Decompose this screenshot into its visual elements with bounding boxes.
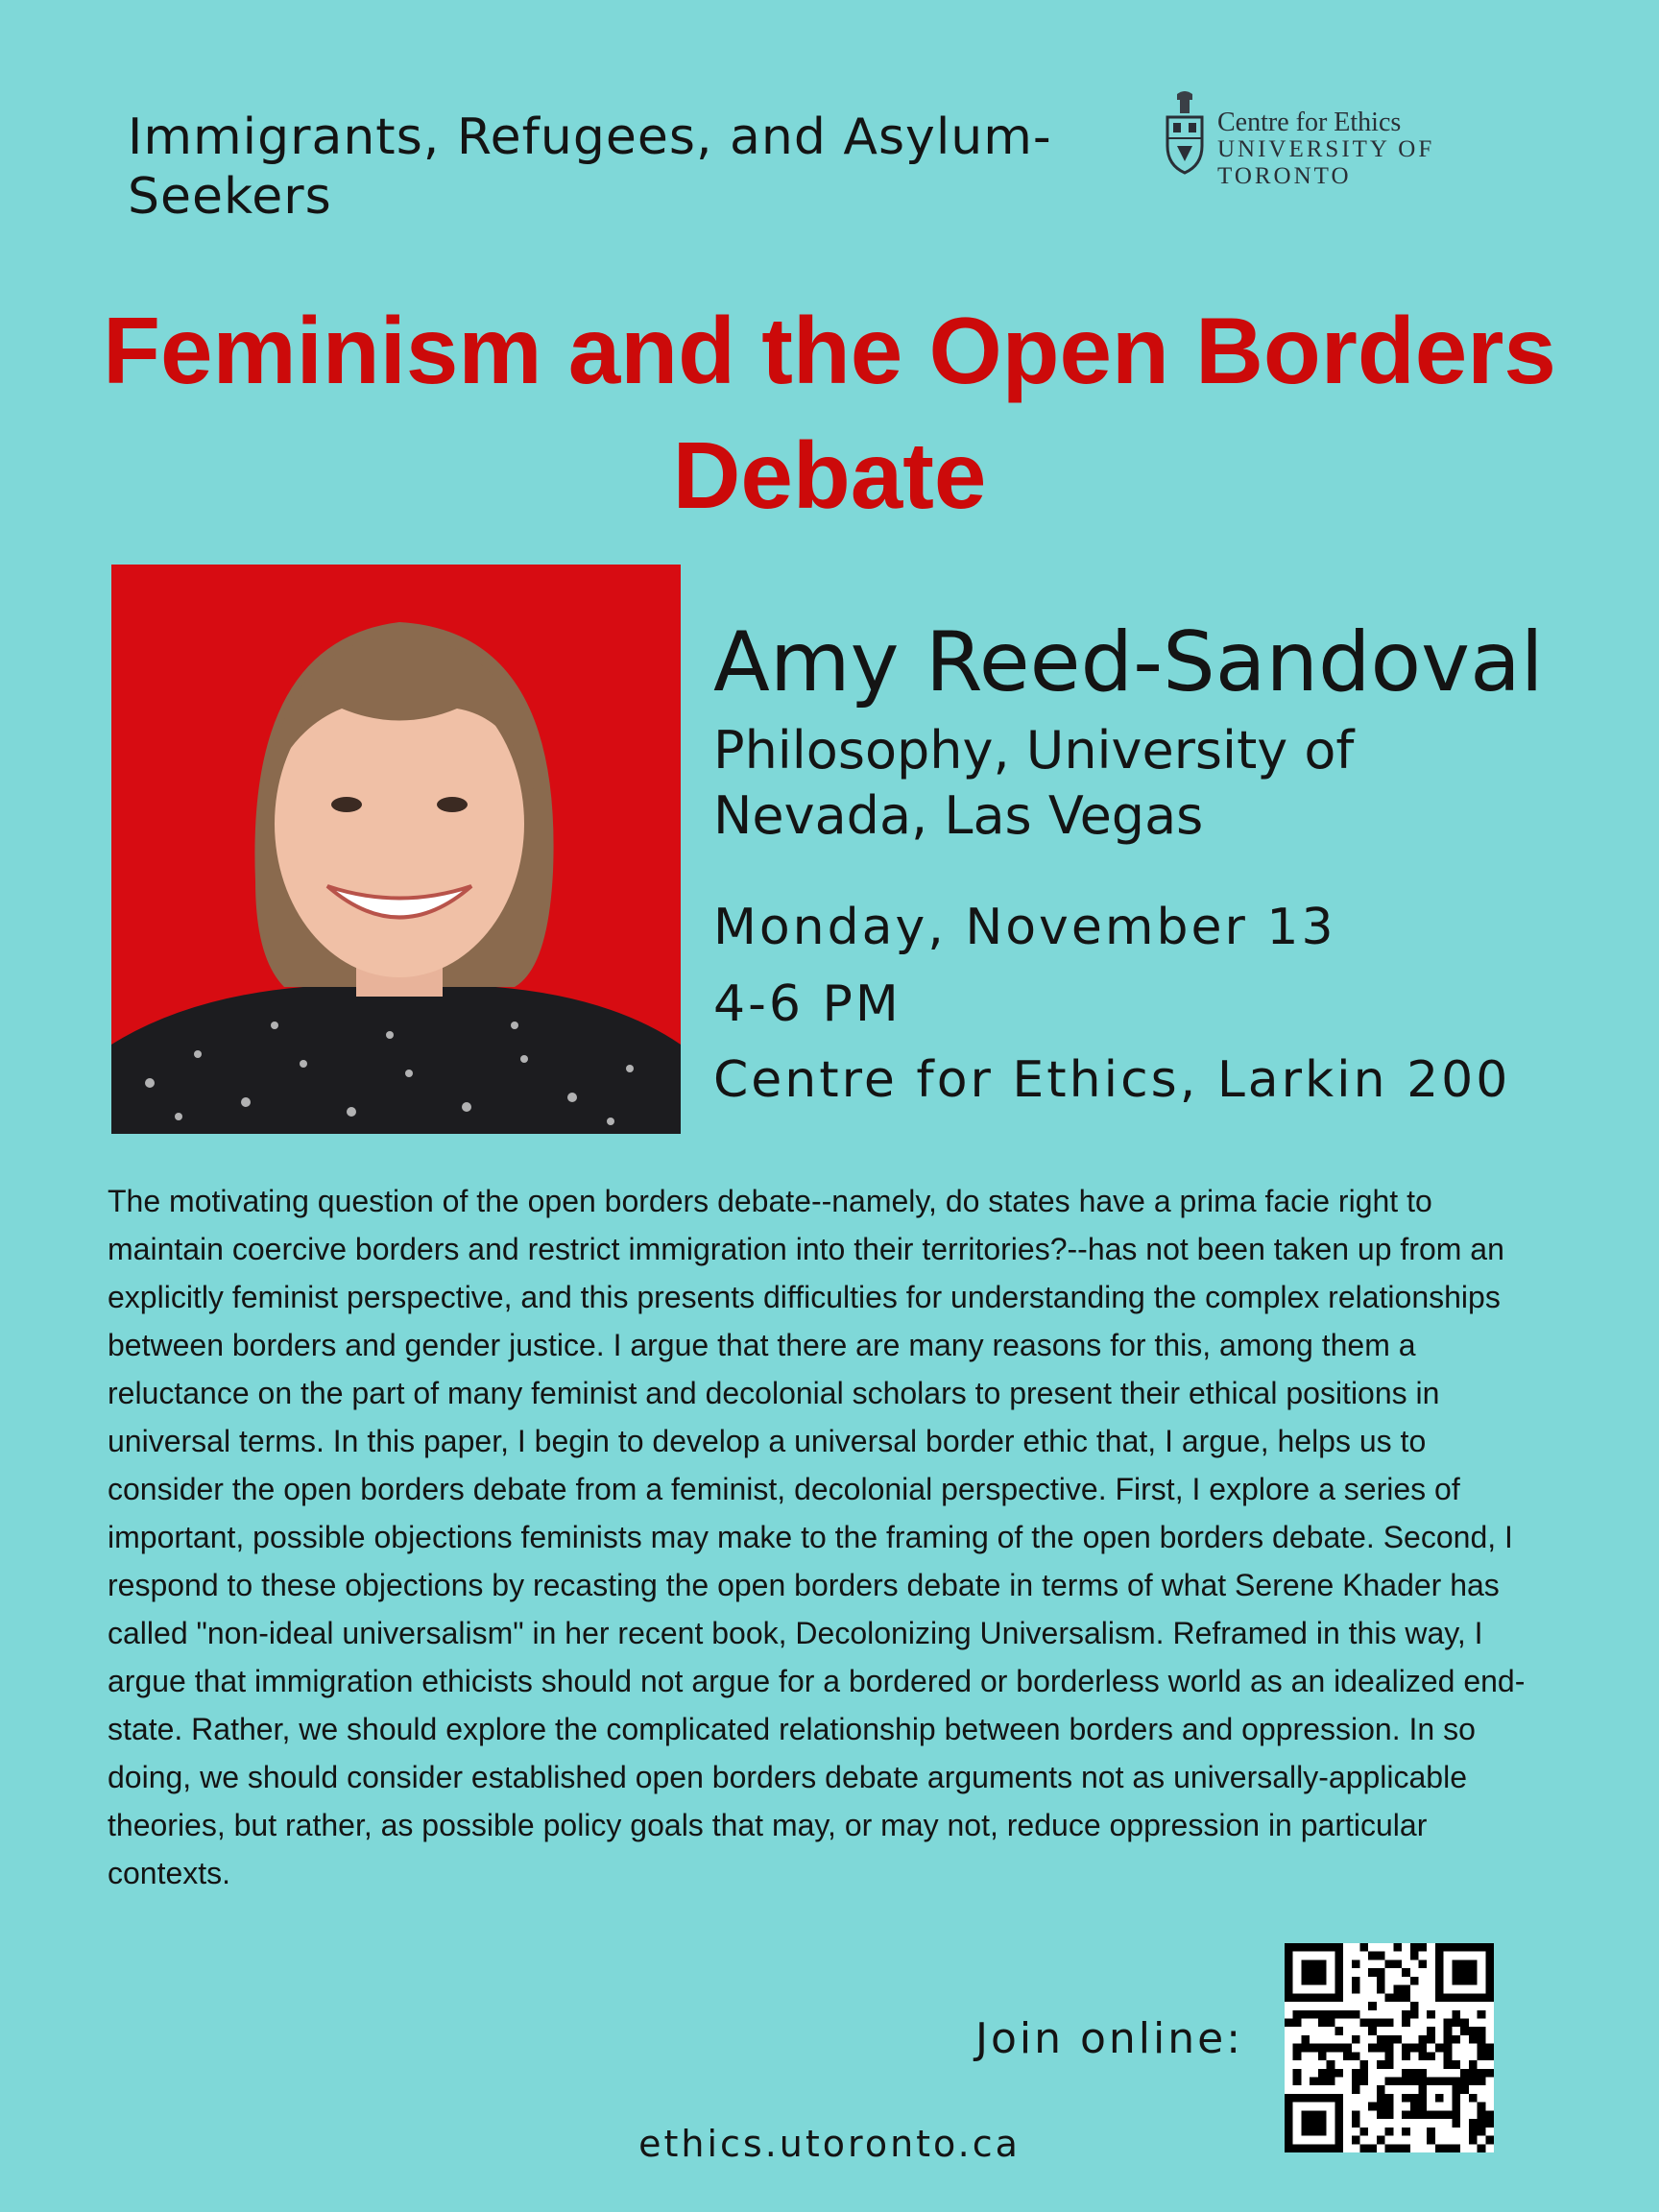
portrait-illustration <box>111 565 681 1134</box>
speaker-name: Amy Reed-Sandoval <box>713 614 1544 710</box>
event-title: Feminism and the Open Borders Debate <box>103 298 1556 528</box>
event-date: Monday, November 13 <box>713 899 1336 956</box>
centre-for-ethics-logo[interactable] <box>1164 88 1567 189</box>
logo-university-name: UNIVERSITY OF TORONTO <box>1217 136 1435 189</box>
series-title: Immigrants, Refugees, and Asylum-Seekers <box>128 108 1052 226</box>
speaker-affiliation: Philosophy, University of Nevada, Las Vegas <box>713 720 1355 846</box>
event-venue: Centre for Ethics, Larkin 200 <box>713 1051 1511 1109</box>
university-crest-icon <box>1164 88 1206 177</box>
website-link[interactable]: ethics.utoronto.ca <box>638 2123 1021 2165</box>
event-time: 4-6 PM <box>713 975 902 1033</box>
logo-centre-name: Centre for Ethics <box>1217 108 1402 137</box>
speaker-portrait <box>111 565 681 1134</box>
abstract-text: The motivating question of the open borders debate--namely, do states have a prima facie right to maintain coercive borders and restrict immigration into their territories?--has not been taken up from an explicitly feminist perspective, and this presents difficulties for understanding the complex relationships between borders and gender justice. I argue that there are many reasons for this, among them a reluctance on the part of many feminist and decolonial scholars to present their ethical positions in universal terms. In this paper, I begin to develop a universal border ethic that, I argue, helps us to consider the open borders debate from a feminist, decolonial perspective. First, I explore a series of important, possible objections feminists may make to the framing of the open borders debate. Second, I respond to these objections by recasting the open borders debate in terms of what Serene Khader has called "non-ideal universalism" in her recent book, Decolonizing Universalism. Reframed in this way, I argue that immigration ethicists should not argue for a bordered or borderless world as an idealized end-state. Rather, we should explore the complicated relationship between borders and oppression. In so doing, we should consider established open borders debate arguments not as universally-applicable theories, but rather, as possible policy goals that may, or may not, reduce oppression in particular contexts. <box>108 1184 1526 1890</box>
join-online-label: Join online: <box>975 2014 1244 2063</box>
